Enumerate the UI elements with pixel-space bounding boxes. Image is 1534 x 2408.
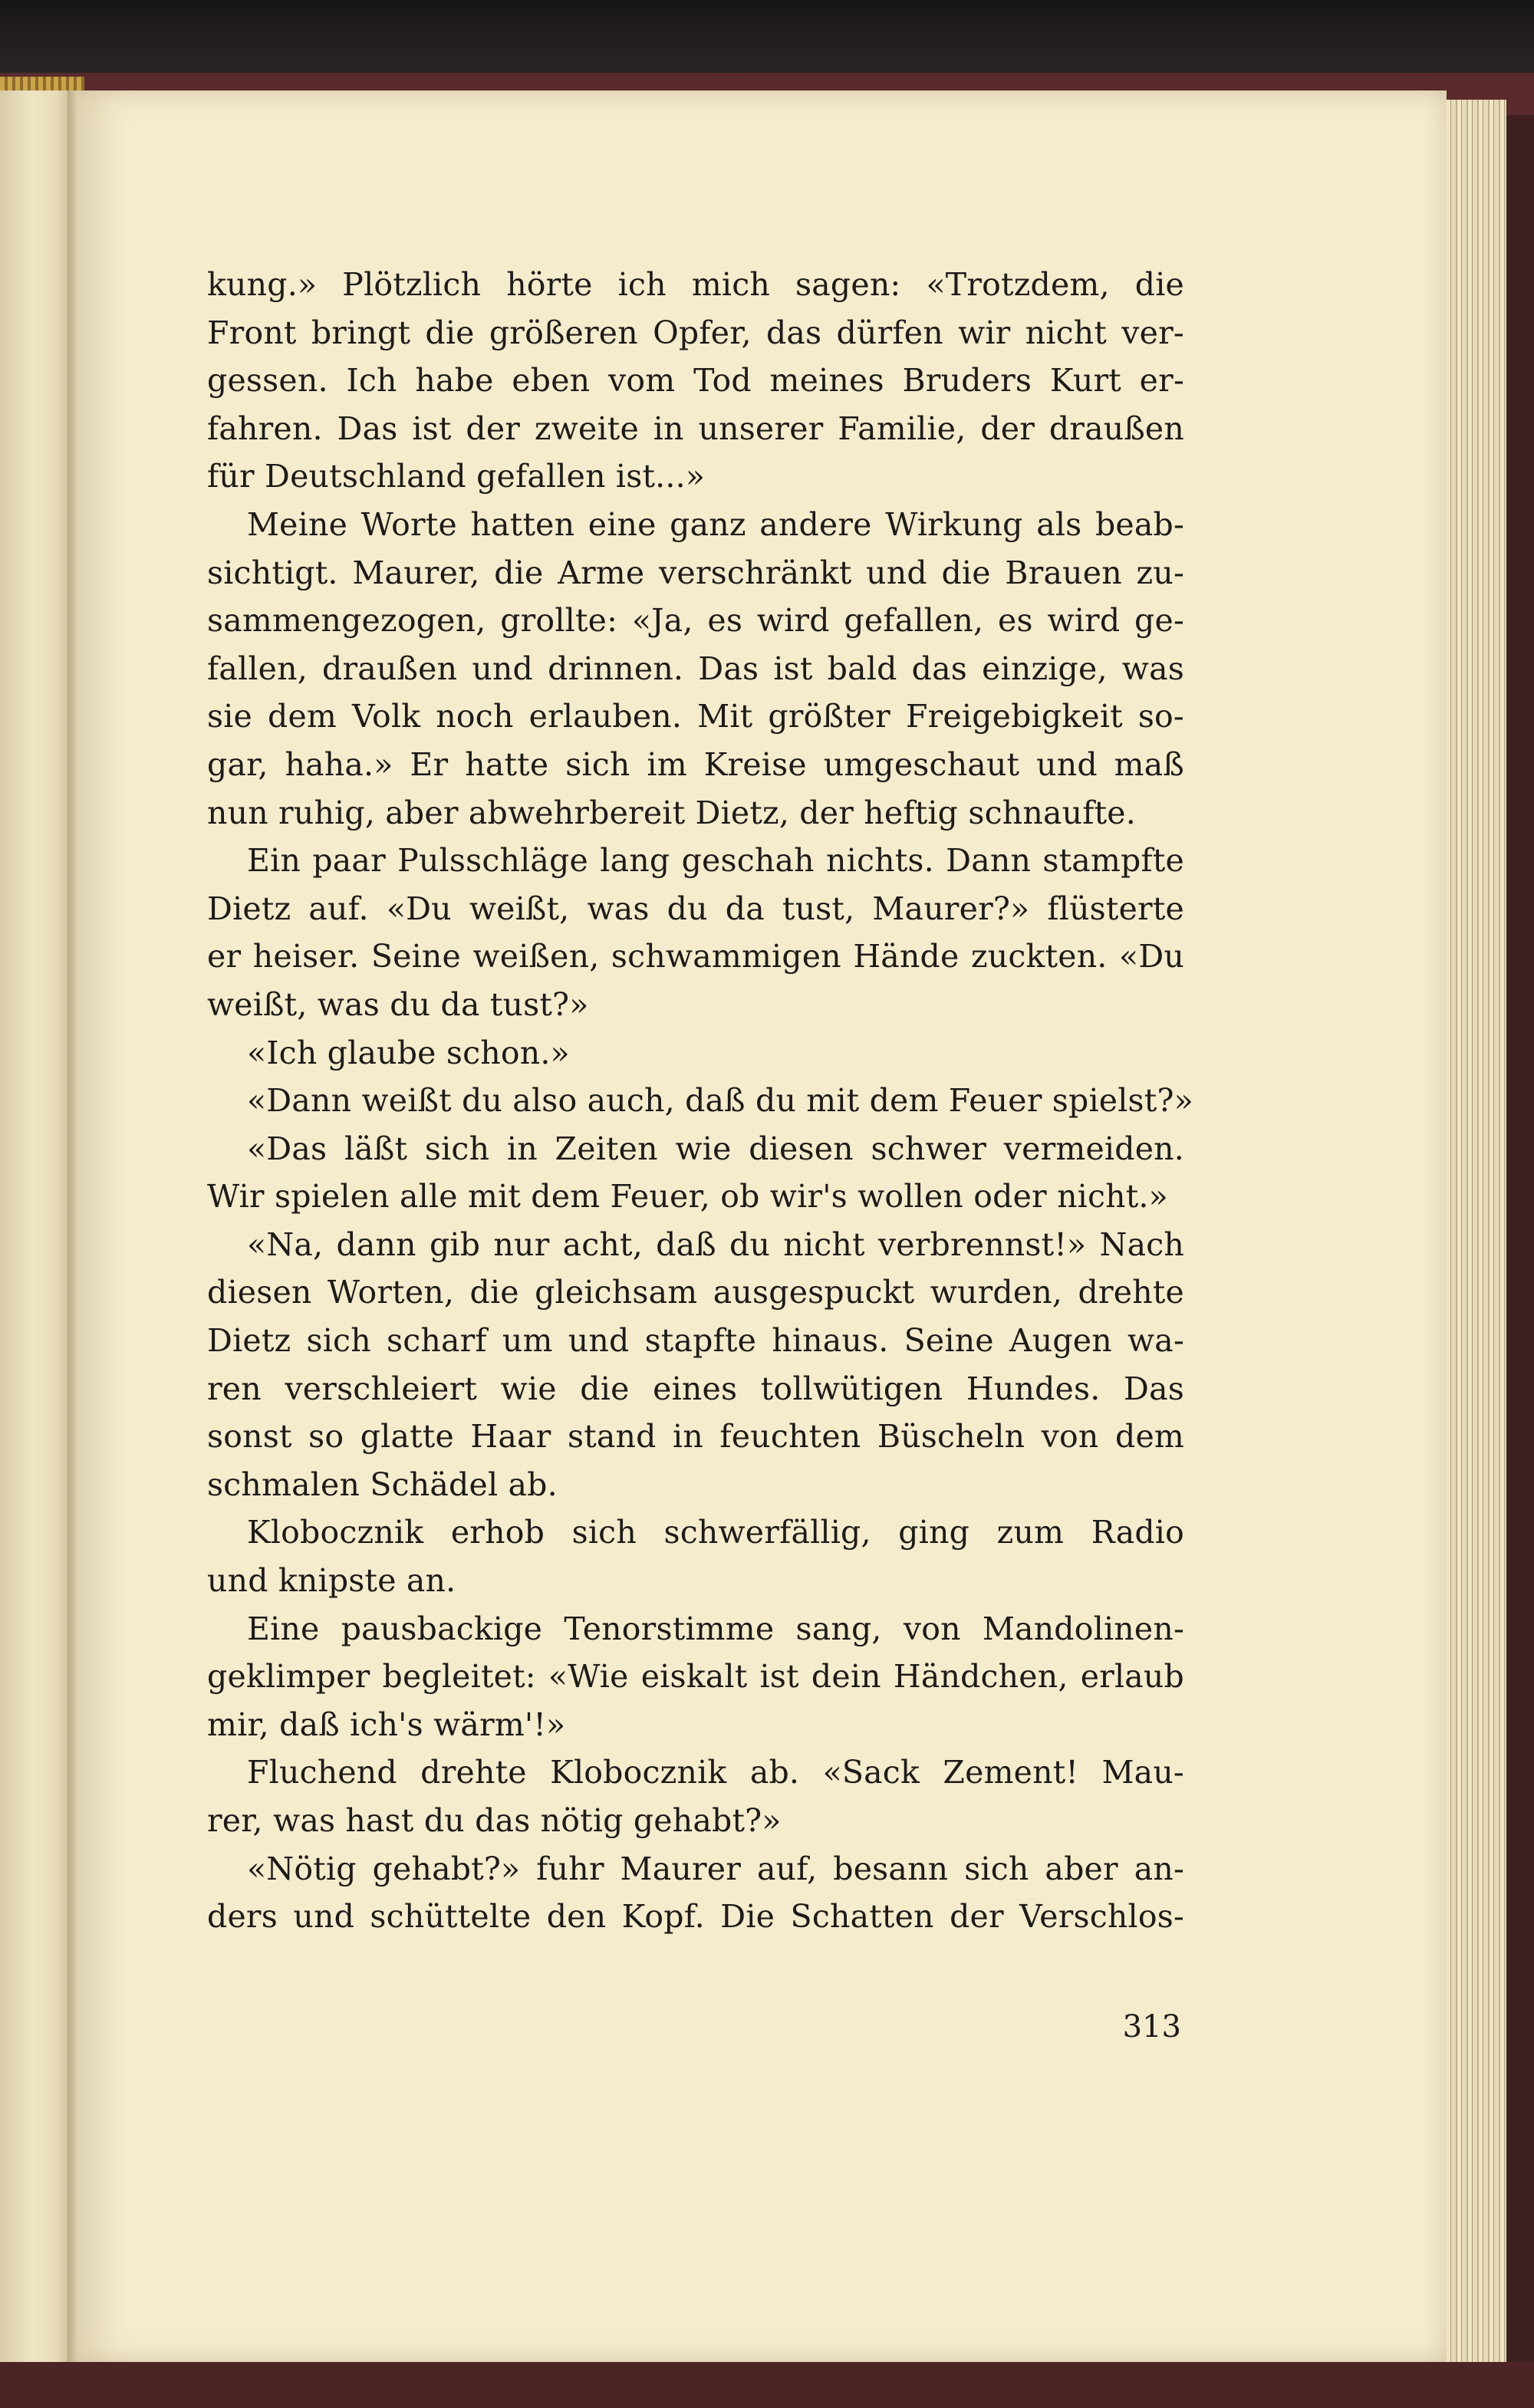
text-line: rer, was hast du das nötig gehabt?» [207,1802,782,1839]
text-line: er heiser. Seine weißen, schwammigen Hände zuckten. «Du [207,938,1184,975]
text-line: Dietz sich scharf um und stapfte hinaus. Seine Augen wa- [207,1322,1184,1360]
text-line: schmalen Schädel ab. [207,1466,558,1503]
text-line: «Dann weißt du also auch, daß du mit dem Feuer spielst?» [247,1082,1193,1120]
text-line: Eine pausbackige Tenorstimme sang, von Mandolinen- [247,1610,1184,1647]
text-line: Wir spielen alle mit dem Feuer, ob wir's wollen oder nicht.» [207,1178,1168,1216]
cover-right-edge [1503,115,1534,2362]
text-line: geklimper begleitet: «Wie eiskalt ist dein Händchen, erlaub [207,1658,1184,1696]
cover-top-edge [0,0,1534,84]
text-line: nun ruhig, aber abwehrbereit Dietz, der heftig schnaufte. [207,794,1136,831]
text-line: und knipste an. [207,1562,456,1600]
stacked-page-edges [1440,100,1506,2362]
text-line: ders und schüttelte den Kopf. Die Schatten der Verschlos- [207,1898,1184,1936]
page-number: 313 [1122,2009,1181,2044]
text-line: «Nötig gehabt?» fuhr Maurer auf, besann sich aber an- [247,1850,1184,1887]
text-line: «Das läßt sich in Zeiten wie diesen schwer vermeiden. [247,1130,1184,1167]
text-line: Ein paar Pulsschläge lang geschah nichts. Dann stampfte [247,842,1184,880]
text-line: Klobocznik erhob sich schwerfällig, ging zum Radio [247,1514,1184,1551]
text-line: «Na, dann gib nur acht, daß du nicht verbrennst!» Nach [247,1225,1184,1263]
text-line: fahren. Das ist der zweite in unserer Familie, der draußen [207,410,1184,447]
text-line: sie dem Volk noch erlauben. Mit größter Freigebigkeit so- [207,698,1184,735]
text-line: sichtigt. Maurer, die Arme verschränkt und die Brauen zu- [207,554,1184,591]
text-line: kung.» Plötzlich hörte ich mich sagen: «Trotzdem, die [207,266,1184,303]
text-line: Front bringt die größeren Opfer, das dürfen wir nicht ver- [207,314,1184,351]
text-line: Meine Worte hatten eine ganz andere Wirkung als beab- [247,505,1184,543]
text-line: «Ich glaube schon.» [247,1034,570,1071]
text-line: weißt, was du da tust?» [207,985,589,1023]
text-line: sonst so glatte Haar stand in feuchten Büscheln von dem [207,1418,1184,1456]
text-line: diesen Worten, die gleichsam ausgespuckt wurden, drehte [207,1274,1184,1311]
facing-page-edge [0,90,71,2362]
cover-bottom-edge [0,2362,1534,2408]
text-line: sammengezogen, grollte: «Ja, es wird gefallen, es wird ge- [207,602,1184,640]
body-text [207,261,1193,1941]
text-line: gessen. Ich habe eben vom Tod meines Bruders Kurt er- [207,362,1184,400]
text-line: gar, haha.» Er hatte sich im Kreise umgeschaut und maß [207,745,1184,783]
text-line: ren verschleiert wie die eines tollwütigen Hundes. Das [207,1370,1184,1407]
text-line: Fluchend drehte Klobocznik ab. «Sack Zement! Mau- [247,1754,1184,1791]
text-line: mir, daß ich's wärm'!» [207,1706,566,1743]
text-line: fallen, draußen und drinnen. Das ist bald das einzige, was [207,650,1184,687]
text-line: Dietz auf. «Du weißt, was du da tust, Maurer?» flüsterte [207,890,1184,927]
text-line: für Deutschland gefallen ist...» [207,458,706,495]
